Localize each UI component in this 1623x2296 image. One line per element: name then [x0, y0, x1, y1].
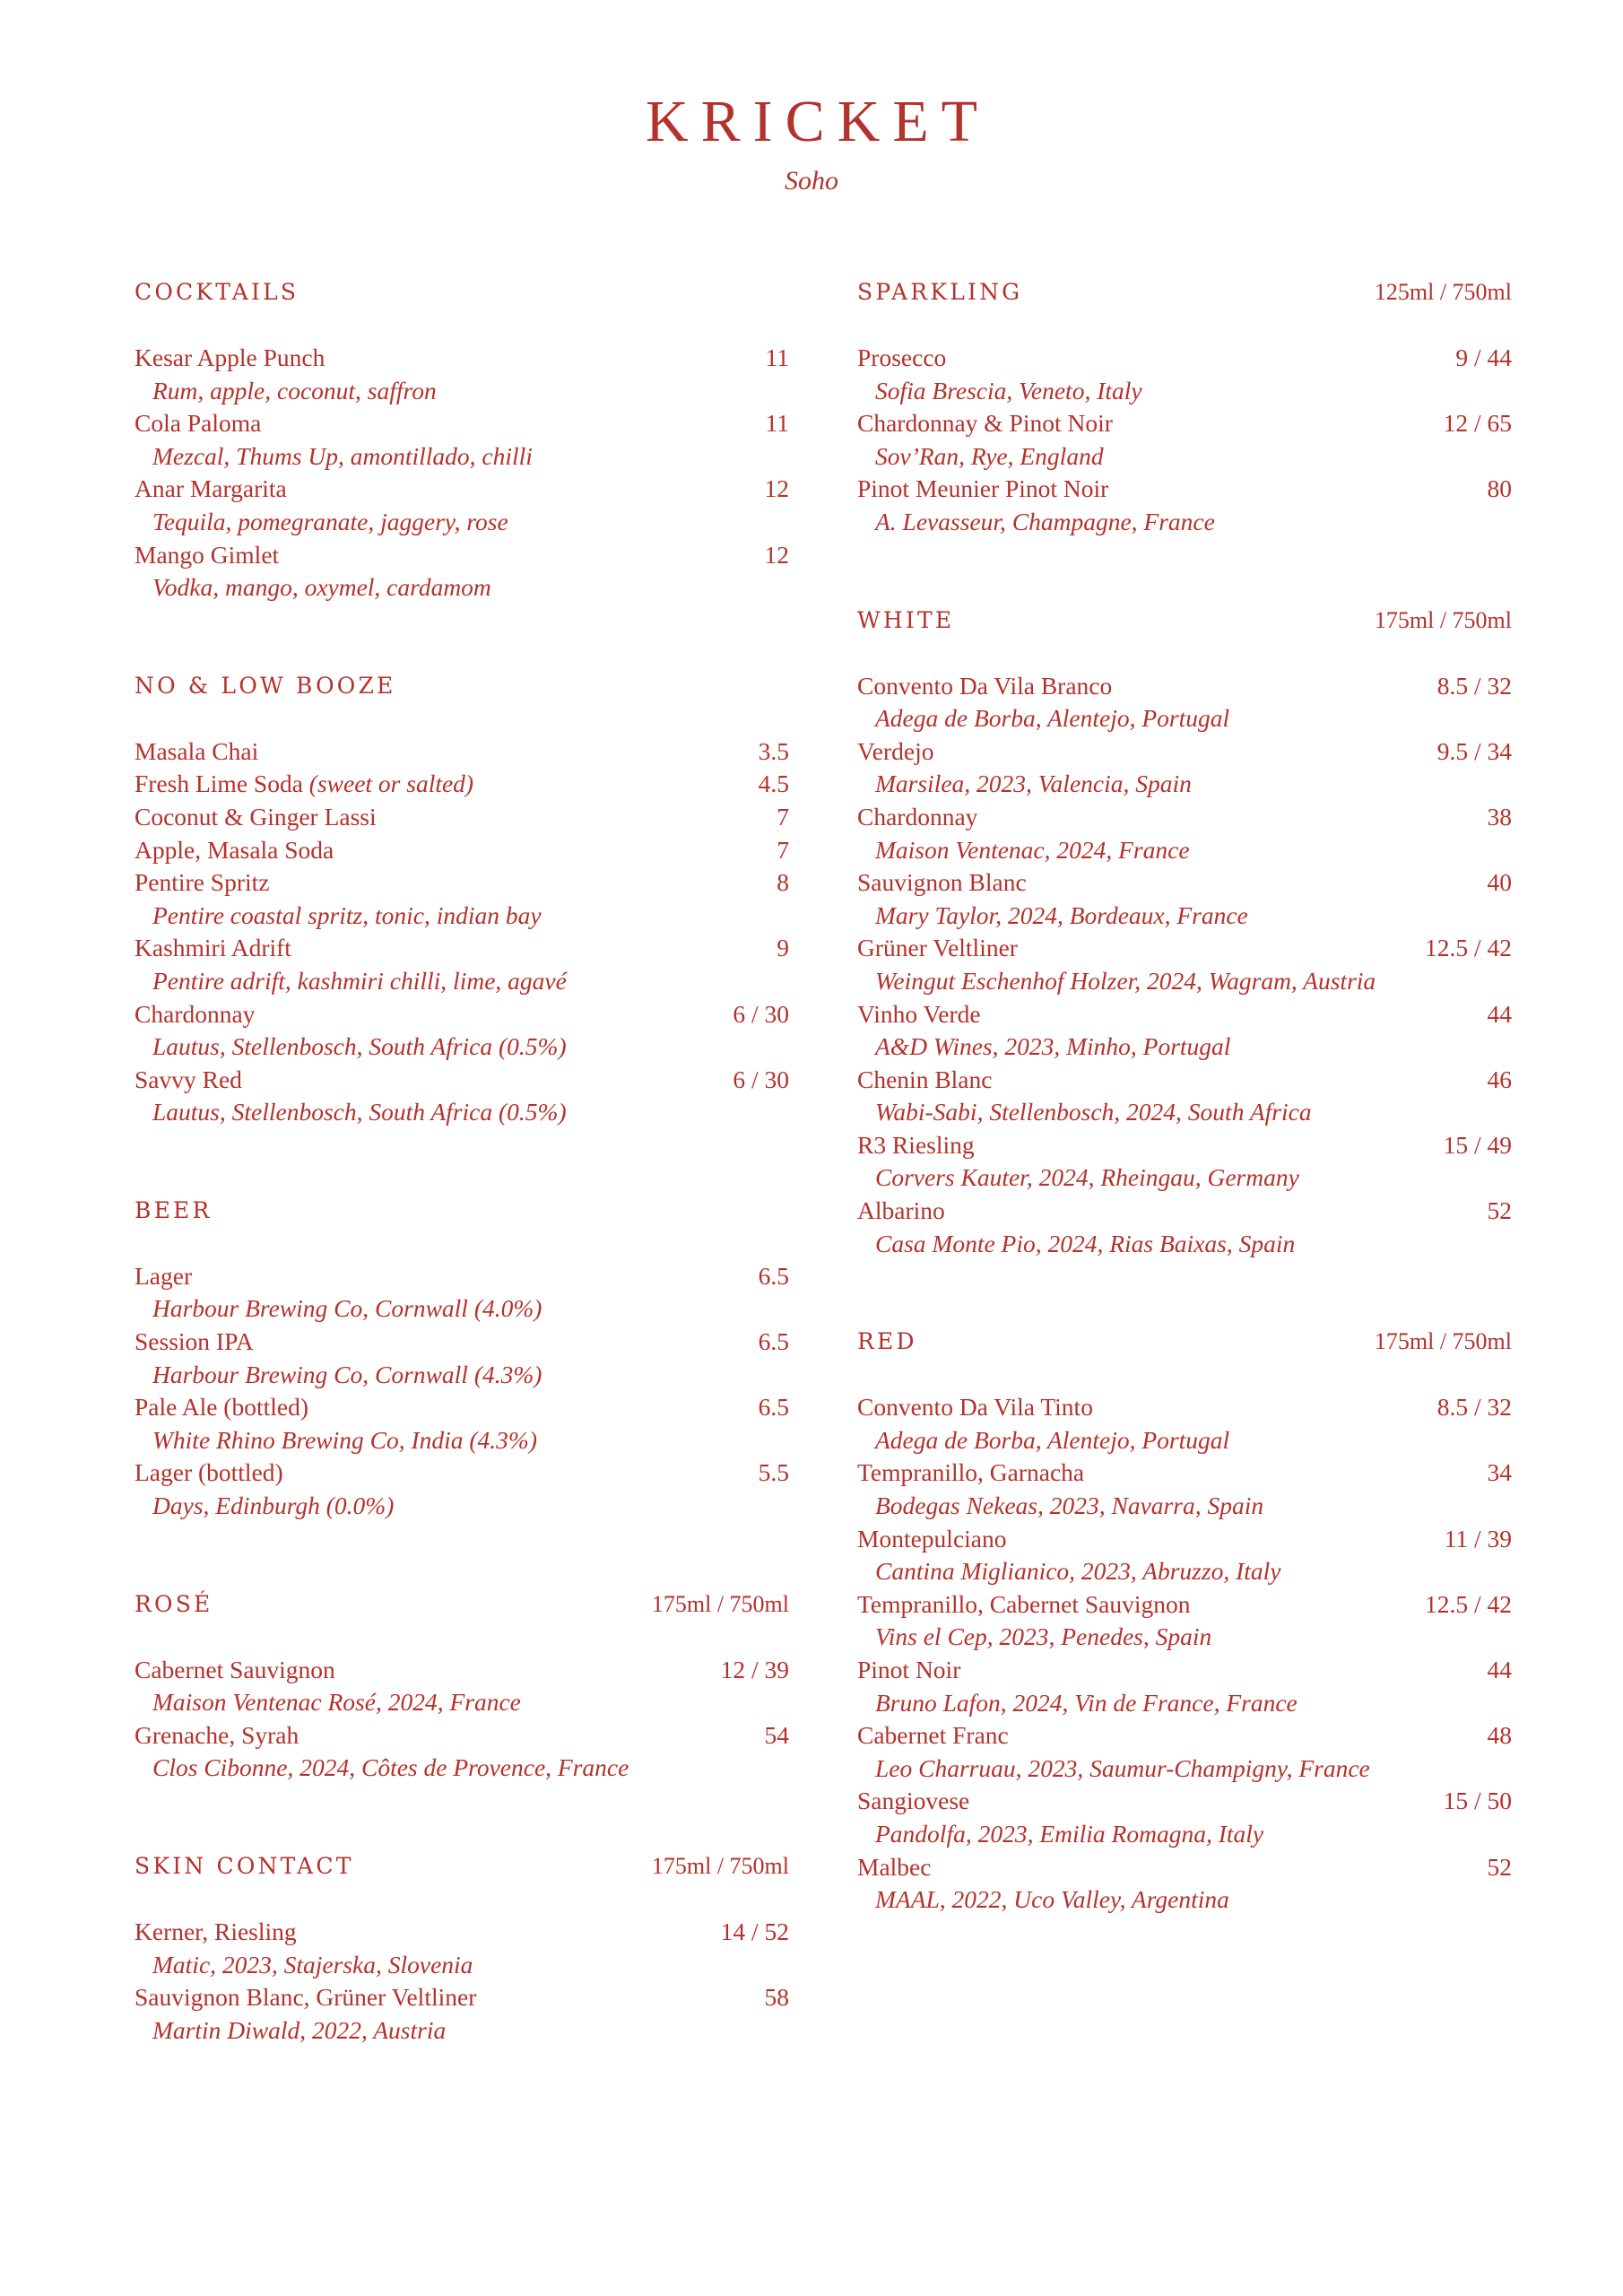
menu-item	[135, 342, 789, 407]
item-row	[135, 407, 789, 440]
item-name: Mango Gimlet	[135, 540, 280, 569]
menu-item	[857, 407, 1512, 473]
item-name-wrap	[135, 1457, 283, 1490]
item-name: Malbec	[857, 1852, 932, 1881]
item-price: 11 / 39	[1444, 1524, 1512, 1552]
item-name-wrap	[857, 866, 1027, 900]
item-name: Lager	[135, 1261, 193, 1290]
menu-item	[857, 1588, 1512, 1654]
item-description: Lautus, Stellenbosch, South Africa (0.5%)	[152, 1098, 567, 1126]
item-price: 12.5 / 42	[1424, 1589, 1512, 1618]
menu-item	[857, 1129, 1512, 1195]
item-price: 12 / 39	[720, 1655, 789, 1683]
item-name: Kashmiri Adrift	[135, 934, 291, 962]
item-name-wrap	[857, 1588, 1191, 1622]
item-name: Vinho Verde	[857, 999, 981, 1028]
item-price: 38	[1487, 802, 1512, 831]
item-row	[135, 834, 789, 867]
item-name-wrap	[857, 1129, 975, 1162]
item-row	[135, 342, 789, 375]
item-name: Chardonnay	[135, 999, 256, 1028]
item-name: Tempranillo, Cabernet Sauvignon	[857, 1589, 1191, 1618]
section-skin-contact	[135, 1850, 789, 2047]
section-cocktails	[135, 276, 789, 604]
item-description: Vodka, mango, oxymel, cardamom	[152, 573, 491, 602]
menu-item	[135, 539, 789, 604]
item-row	[135, 1260, 789, 1293]
item-name-wrap	[135, 1391, 308, 1424]
item-description: Bodegas Nekeas, 2023, Navarra, Spain	[875, 1492, 1264, 1520]
item-name-wrap	[857, 473, 1108, 506]
item-price: 6.5	[758, 1393, 789, 1422]
section-header	[135, 1588, 789, 1621]
section-header	[857, 1326, 1512, 1358]
item-name: Tempranillo, Garnacha	[857, 1458, 1085, 1487]
item-name-wrap	[135, 473, 287, 506]
item-name-wrap	[135, 342, 325, 375]
menu-item	[857, 1654, 1512, 1719]
serving-size-label: 125ml / 750ml	[1374, 279, 1512, 305]
item-name: Sauvignon Blanc	[857, 868, 1027, 897]
menu-item	[857, 670, 1512, 735]
item-row	[135, 932, 789, 965]
serving-size-label: 175ml / 750ml	[651, 1590, 789, 1617]
item-row	[135, 1326, 789, 1359]
menu-item	[857, 801, 1512, 866]
section-header	[135, 276, 789, 309]
serving-size-label: 175ml / 750ml	[1374, 606, 1512, 633]
item-row	[857, 1654, 1512, 1687]
menu-item	[857, 342, 1512, 407]
section-rose	[135, 1588, 789, 1785]
item-name-wrap	[135, 407, 261, 440]
section-title: RED	[857, 1328, 917, 1355]
menu-item	[135, 1457, 789, 1522]
menu-item	[135, 1326, 789, 1391]
item-name-wrap	[857, 1719, 1009, 1752]
menu-item	[135, 1719, 789, 1785]
item-description: Casa Monte Pio, 2024, Rias Baixas, Spain	[875, 1229, 1296, 1257]
item-row	[857, 1785, 1512, 1818]
item-name-wrap	[857, 1064, 992, 1097]
item-name: Sangiovese	[857, 1787, 970, 1815]
menu-item	[857, 1785, 1512, 1850]
item-name-wrap	[135, 834, 334, 867]
menu-item	[135, 768, 789, 801]
item-name-wrap	[135, 932, 291, 965]
item-name-wrap	[857, 998, 981, 1031]
item-description: Pandolfa, 2023, Emilia Romagna, Italy	[875, 1819, 1264, 1848]
item-description: Vins el Cep, 2023, Penedes, Spain	[875, 1622, 1212, 1651]
item-description: Pentire coastal spritz, tonic, indian bay	[152, 900, 542, 929]
item-price: 15 / 49	[1443, 1130, 1512, 1159]
item-price: 12	[764, 540, 789, 569]
item-row	[857, 735, 1512, 769]
item-description: Harbour Brewing Co, Cornwall (4.3%)	[152, 1360, 542, 1388]
item-description: Maison Ventenac, 2024, France	[875, 835, 1190, 864]
item-price: 7	[777, 802, 789, 831]
item-row	[857, 998, 1512, 1031]
item-row	[857, 1391, 1512, 1424]
menu-item	[135, 1260, 789, 1326]
item-price: 9.5 / 34	[1436, 736, 1512, 765]
restaurant-logo: KRICKET	[646, 89, 990, 154]
item-description: Days, Edinburgh (0.0%)	[152, 1492, 395, 1520]
section-header	[135, 1850, 789, 1883]
item-name-wrap	[857, 1391, 1093, 1424]
section-title: SPARKLING	[857, 279, 1023, 305]
item-name-wrap	[135, 1719, 299, 1752]
item-row	[857, 932, 1512, 965]
menu-item	[135, 473, 789, 538]
item-name: Savvy Red	[135, 1065, 242, 1093]
item-price: 9 / 44	[1455, 344, 1512, 371]
menu-item	[857, 998, 1512, 1064]
right-column	[857, 276, 1512, 1982]
item-name-wrap	[135, 768, 473, 801]
menu-item	[857, 1457, 1512, 1522]
item-description: Sov’Ran, Rye, England	[875, 441, 1104, 470]
item-description: MAAL, 2022, Uco Valley, Argentina	[875, 1885, 1229, 1914]
menu-item	[857, 473, 1512, 538]
item-name: Anar Margarita	[135, 474, 287, 503]
item-price: 3.5	[758, 736, 789, 765]
item-price: 80	[1487, 474, 1512, 503]
item-name: Masala Chai	[135, 736, 259, 765]
menu-item	[857, 1195, 1512, 1260]
item-row	[135, 1916, 789, 1949]
item-row	[135, 473, 789, 506]
item-name-wrap	[857, 735, 934, 769]
item-name-wrap	[857, 1785, 969, 1818]
item-description: Mary Taylor, 2024, Bordeaux, France	[875, 900, 1248, 929]
item-row	[857, 473, 1512, 506]
item-price: 6 / 30	[733, 999, 789, 1028]
item-price: 48	[1487, 1721, 1512, 1750]
item-name: Albarino	[857, 1196, 945, 1225]
item-row	[135, 768, 789, 801]
item-name-wrap	[857, 342, 946, 375]
item-price: 9	[777, 934, 789, 962]
item-description: Adega de Borba, Alentejo, Portugal	[875, 704, 1230, 733]
menu-item	[135, 932, 789, 997]
menu-item	[135, 1064, 789, 1129]
menu-item	[135, 1981, 789, 2047]
item-name: Pinot Noir	[857, 1656, 961, 1683]
menu-item	[135, 1391, 789, 1457]
item-name: Kerner, Riesling	[135, 1918, 297, 1945]
item-name-wrap	[135, 1064, 242, 1097]
item-name-wrap	[135, 801, 377, 834]
item-row	[857, 1457, 1512, 1490]
item-description: Tequila, pomegranate, jaggery, rose	[152, 507, 508, 535]
menu-item	[857, 1719, 1512, 1785]
item-name-wrap	[857, 1457, 1084, 1490]
item-row	[135, 1391, 789, 1424]
item-name: Fresh Lime Soda	[135, 770, 303, 798]
section-title: COCKTAILS	[135, 279, 299, 305]
item-description: Cantina Miglianico, 2023, Abruzzo, Italy	[875, 1557, 1281, 1586]
item-price: 58	[764, 1983, 789, 2012]
item-description: Rum, apple, coconut, saffron	[152, 376, 437, 404]
item-price: 12 / 65	[1443, 409, 1512, 438]
item-name: Convento Da Vila Branco	[857, 671, 1113, 700]
item-name: Session IPA	[135, 1327, 254, 1356]
left-column	[135, 276, 789, 2112]
item-name-wrap	[135, 539, 279, 572]
item-description: A&D Wines, 2023, Minho, Portugal	[875, 1032, 1231, 1061]
item-description: A. Levasseur, Champagne, France	[875, 507, 1215, 535]
item-name: Verdejo	[857, 736, 934, 765]
item-description: Bruno Lafon, 2024, Vin de France, France	[875, 1688, 1298, 1717]
menu-item	[135, 801, 789, 834]
item-row	[857, 1523, 1512, 1556]
item-description: Corvers Kauter, 2024, Rheingau, Germany	[875, 1163, 1299, 1192]
section-title: WHITE	[857, 606, 955, 633]
item-name: Montepulciano	[857, 1524, 1007, 1552]
item-row	[135, 866, 789, 900]
section-white	[857, 604, 1512, 1261]
menu-item	[857, 932, 1512, 997]
item-row	[857, 1064, 1512, 1097]
section-title: SKIN CONTACT	[135, 1853, 354, 1879]
serving-size-label: 175ml / 750ml	[1374, 1328, 1512, 1355]
item-name-wrap	[857, 801, 977, 834]
item-name-wrap	[857, 1195, 945, 1228]
item-name: Cabernet Franc	[857, 1721, 1009, 1750]
item-row	[857, 407, 1512, 440]
item-row	[857, 1719, 1512, 1752]
item-price: 8.5 / 32	[1436, 671, 1512, 700]
item-description: Adega de Borba, Alentejo, Portugal	[875, 1425, 1230, 1454]
item-description: White Rhino Brewing Co, India (4.3%)	[152, 1425, 537, 1454]
item-description: Martin Diwald, 2022, Austria	[152, 2015, 447, 2044]
section-header	[135, 1195, 789, 1227]
item-description: Harbour Brewing Co, Cornwall (4.0%)	[152, 1294, 542, 1323]
menu-item	[857, 1391, 1512, 1457]
section-header	[857, 604, 1512, 637]
item-description: Clos Cibonne, 2024, Côtes de Provence, France	[152, 1753, 629, 1782]
item-name-wrap	[135, 1326, 254, 1359]
item-name: Convento Da Vila Tinto	[857, 1393, 1093, 1422]
item-name: Coconut & Ginger Lassi	[135, 802, 377, 831]
item-description: Mezcal, Thums Up, amontillado, chilli	[152, 441, 533, 470]
item-description: Pentire adrift, kashmiri chilli, lime, agavé	[152, 966, 567, 995]
item-row	[857, 342, 1512, 375]
item-name: Chardonnay	[857, 802, 978, 831]
section-no-low-booze	[135, 670, 789, 1129]
item-name: Kesar Apple Punch	[135, 344, 325, 371]
item-price: 54	[764, 1720, 789, 1749]
menu-item	[135, 998, 789, 1064]
item-price: 6 / 30	[733, 1065, 789, 1093]
menu-item	[857, 1064, 1512, 1129]
item-price: 11	[765, 344, 789, 371]
menu-item	[135, 1916, 789, 1981]
item-row	[135, 801, 789, 834]
item-price: 52	[1487, 1196, 1512, 1225]
item-price: 46	[1487, 1065, 1512, 1093]
item-price: 4.5	[758, 770, 789, 798]
item-row	[857, 1129, 1512, 1162]
item-price: 14 / 52	[720, 1918, 789, 1945]
item-price: 6.5	[758, 1261, 789, 1290]
item-price: 8	[777, 868, 789, 897]
item-description: Maison Ventenac Rosé, 2024, France	[152, 1688, 521, 1717]
section-red	[857, 1326, 1512, 1917]
item-name: Grenache, Syrah	[135, 1720, 299, 1749]
item-description: Wabi-Sabi, Stellenbosch, 2024, South Africa	[875, 1098, 1312, 1126]
item-name: Lager (bottled)	[135, 1458, 283, 1487]
item-name-wrap	[135, 866, 269, 900]
item-name-wrap	[857, 932, 1018, 965]
menu-item	[857, 1523, 1512, 1588]
item-row	[135, 1654, 789, 1687]
item-row	[857, 1195, 1512, 1228]
item-name: Chenin Blanc	[857, 1065, 993, 1093]
menu-item	[135, 834, 789, 867]
item-price: 6.5	[758, 1327, 789, 1356]
serving-size-label: 175ml / 750ml	[651, 1853, 789, 1879]
item-price: 8.5 / 32	[1436, 1393, 1512, 1422]
item-name: Pentire Spritz	[135, 868, 270, 897]
item-name: Cabernet Sauvignon	[135, 1655, 335, 1683]
item-description: Matic, 2023, Stajerska, Slovenia	[152, 1950, 473, 1979]
item-row	[135, 735, 789, 769]
item-name: Grüner Veltliner	[857, 934, 1018, 962]
item-name-wrap	[857, 1654, 960, 1687]
item-row	[135, 539, 789, 572]
item-row	[135, 1457, 789, 1490]
section-beer	[135, 1195, 789, 1523]
item-row	[135, 1064, 789, 1097]
item-name: Pinot Meunier Pinot Noir	[857, 474, 1109, 503]
menu-item	[857, 735, 1512, 801]
item-price: 40	[1487, 868, 1512, 897]
section-title: NO & LOW BOOZE	[135, 672, 396, 699]
item-name-wrap	[135, 998, 255, 1031]
item-row	[857, 801, 1512, 834]
item-price: 44	[1487, 1656, 1512, 1683]
item-name-wrap	[135, 1916, 297, 1949]
section-title: ROSÉ	[135, 1590, 213, 1617]
item-name-wrap	[135, 735, 258, 769]
item-name: R3 Riesling	[857, 1130, 975, 1159]
item-price: 34	[1487, 1458, 1512, 1487]
item-note: (sweet or salted)	[308, 770, 474, 798]
item-name: Cola Paloma	[135, 409, 262, 438]
item-row	[857, 1588, 1512, 1622]
item-price: 52	[1487, 1852, 1512, 1881]
item-row	[857, 670, 1512, 703]
item-name-wrap	[857, 407, 1113, 440]
item-name-wrap	[135, 1654, 335, 1687]
item-price: 11	[765, 409, 789, 438]
section-sparkling	[857, 276, 1512, 539]
item-description: Leo Charruau, 2023, Saumur-Champigny, France	[875, 1753, 1370, 1782]
item-name-wrap	[857, 1851, 931, 1884]
menu-item	[857, 1851, 1512, 1917]
item-description: Weingut Eschenhof Holzer, 2024, Wagram, Austria	[875, 966, 1376, 995]
item-price: 5.5	[758, 1458, 789, 1487]
menu-item	[135, 407, 789, 473]
item-price: 15 / 50	[1443, 1787, 1512, 1815]
item-price: 44	[1487, 999, 1512, 1028]
section-header	[857, 276, 1512, 309]
item-description: Sofia Brescia, Veneto, Italy	[875, 376, 1142, 404]
item-row	[135, 1981, 789, 2014]
item-name-wrap	[135, 1981, 476, 2014]
item-description: Marsilea, 2023, Valencia, Spain	[875, 770, 1192, 798]
item-name: Prosecco	[857, 344, 947, 371]
location-label: Soho	[785, 166, 838, 196]
menu-item	[857, 866, 1512, 932]
menu-item	[135, 866, 789, 932]
item-row	[857, 1851, 1512, 1884]
item-row	[135, 1719, 789, 1752]
item-price: 12.5 / 42	[1424, 934, 1512, 962]
item-row	[857, 866, 1512, 900]
section-title: BEER	[135, 1196, 213, 1223]
item-description: Lautus, Stellenbosch, South Africa (0.5%)	[152, 1032, 567, 1061]
menu-item	[135, 735, 789, 769]
item-name-wrap	[857, 670, 1112, 703]
menu-header	[0, 90, 1623, 199]
item-name: Pale Ale (bottled)	[135, 1393, 308, 1422]
section-header	[135, 670, 789, 702]
item-name: Sauvignon Blanc, Grüner Veltliner	[135, 1983, 477, 2012]
item-name-wrap	[135, 1260, 192, 1293]
item-name-wrap	[857, 1523, 1007, 1556]
menu-item	[135, 1654, 789, 1719]
item-name: Chardonnay & Pinot Noir	[857, 409, 1113, 438]
item-name: Apple, Masala Soda	[135, 835, 334, 864]
item-price: 7	[777, 835, 789, 864]
item-price: 12	[764, 474, 789, 503]
item-row	[135, 998, 789, 1031]
